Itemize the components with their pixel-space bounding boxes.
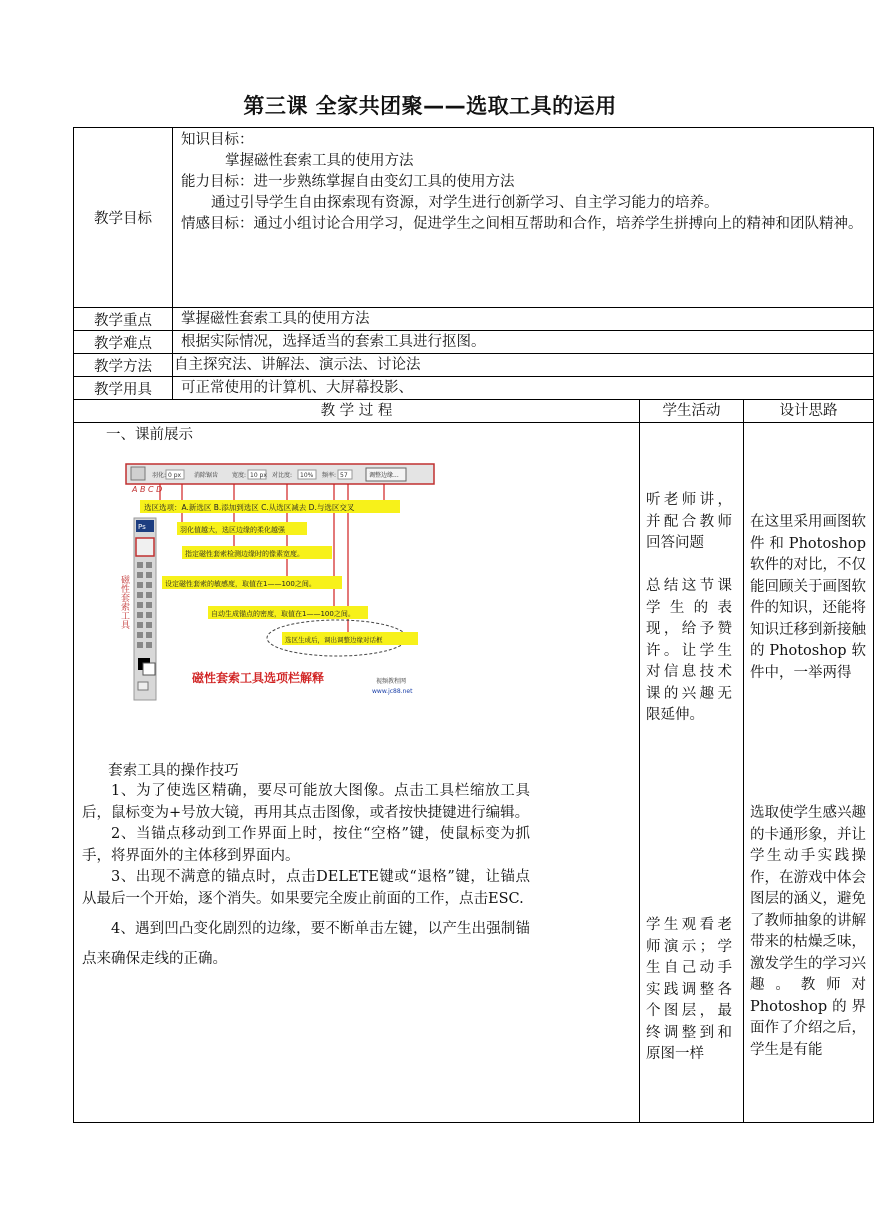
lesson-title: 第三课 全家共团聚——选取工具的运用	[243, 94, 617, 118]
tip-item-4: 4、遇到凹凸变化剧烈的边缘，要不断单击左键，以产生出强制锚点来确保走线的正确。	[82, 921, 530, 967]
antialias-label: 消除锯齿	[194, 472, 219, 479]
student-activity-3: 学生观看老师演示；学生自己动手实践调整各个图层，最终调整到和原图一样	[646, 917, 732, 1062]
student-activity-cell	[640, 423, 744, 1123]
goals-line-ability: 能力目标：进一步熟练掌握自由变幻工具的使用方法	[181, 174, 515, 190]
feather-label: 羽化:	[152, 472, 167, 479]
magnetic-lasso-screenshot	[119, 460, 482, 715]
magnetic-lasso-icon	[136, 538, 154, 556]
section-heading: 一、课前展示	[106, 427, 193, 443]
process-header-row	[74, 400, 874, 423]
watermark-name: 视频教程网	[376, 678, 407, 685]
contrast-label: 对比度:	[272, 472, 293, 479]
process-header: 教 学 过 程	[74, 400, 640, 423]
lasso-tool-icon	[131, 467, 145, 480]
ps-logo: Ps	[138, 523, 146, 531]
method-row	[74, 354, 874, 377]
contrast-value: 10%	[300, 472, 314, 479]
frequency-value: 57	[340, 472, 348, 479]
watermark-url: www.jc88.net	[372, 688, 413, 695]
tip-item-2: 2、当锚点移动到工作界面上时，按住“空格”键，使鼠标变为抓手，将界面外的主体移到界面内。	[82, 826, 530, 864]
svg-text:羽化值越大，选区边缘的柔化越强: 羽化值越大，选区边缘的柔化越强	[180, 526, 285, 534]
difficulty-row	[74, 331, 874, 354]
goals-label: 教学目标	[74, 128, 173, 308]
focus-label: 教学重点	[74, 308, 173, 331]
goals-line-emotion: 情感目标：通过小组讨论合用学习，促进学生之间相互帮助和合作，培养学生拼搏向上的精神和团队精神。	[181, 216, 863, 232]
goals-line-knowledge-detail: 掌握磁性套索工具的使用方法	[225, 153, 414, 169]
process-cell	[74, 423, 640, 1123]
difficulty-label: 教学难点	[74, 331, 173, 354]
svg-text:选区生成后，调出调整边缘对话框: 选区生成后，调出调整边缘对话框	[285, 636, 383, 644]
method-label: 教学方法	[74, 354, 173, 377]
tips-block	[82, 761, 530, 974]
tip-item-1: 1、为了使选区精确，要尽可能放大图像。点击工具栏缩放工具后，鼠标变为+号放大镜，再用其点击图像，或者按快捷键进行编辑。	[82, 783, 530, 821]
student-activity-2: 总结这节课学生的表现，给予赞许。让学生对信息技术课的兴趣无限延伸。	[646, 578, 732, 723]
tools-text: 可正常使用的计算机、大屏幕投影、	[173, 377, 874, 400]
goals-row	[74, 128, 874, 308]
design-idea-1: 在这里采用画图软件和Photoshop软件的对比，不仅能回顾关于画图软件的知识，还能将知识迁移到新接触的Photoshop软件中，一举两得	[750, 514, 866, 681]
refine-edge-button: 调整边缘...	[369, 472, 399, 479]
student-activity-1: 听老师讲，并配合教师回答问题	[646, 492, 732, 551]
goals-content	[173, 128, 874, 308]
design-header: 设计思路	[744, 400, 874, 423]
width-value: 10 px	[250, 472, 267, 479]
tools-label: 教学用具	[74, 377, 173, 400]
difficulty-text: 根据实际情况，选择适当的套索工具进行抠图。	[173, 331, 874, 354]
width-label: 宽度:	[232, 472, 247, 479]
svg-text:自动生成锚点的密度，取值在1——100之间。: 自动生成锚点的密度，取值在1——100之间。	[211, 610, 355, 618]
design-idea-2: 选取使学生感兴趣的卡通形象，并让学生动手实践操作，在游戏中体会图层的涵义，避免了教师抽象的讲解带来的枯燥乏味，激发学生的学习兴趣。教师对Photoshop的界面作了介绍之后，学生是有能	[750, 805, 866, 1058]
focus-row	[74, 308, 874, 331]
design-idea-cell	[744, 423, 874, 1123]
abcd-labels: A B C D	[132, 485, 163, 494]
frequency-label: 频率:	[322, 472, 337, 479]
lesson-plan-table	[73, 127, 874, 1123]
focus-text: 掌握磁性套索工具的使用方法	[173, 308, 874, 331]
tools-row	[74, 377, 874, 400]
goals-line-knowledge: 知识目标：	[181, 132, 254, 148]
screenshot-caption: 磁性套索工具选项栏解释	[192, 671, 325, 685]
svg-text:指定磁性套索检测边缘时的像素宽度。: 指定磁性套索检测边缘时的像素宽度。	[185, 550, 304, 558]
student-header: 学生活动	[640, 400, 744, 423]
tips-title: 套索工具的操作技巧	[108, 763, 239, 779]
side-label: 磁性套索工具	[119, 575, 129, 629]
goals-line-ability-detail: 通过引导学生自由探索现有资源，对学生进行创新学习、自主学习能力的培养。	[211, 195, 719, 211]
svg-text:选区选项：A.新选区 B.添加到选区 C.从选区减去 D.与: 选区选项：A.新选区 B.添加到选区 C.从选区减去 D.与选区交叉	[144, 503, 355, 512]
tip-item-3: 3、出现不满意的锚点时，点击DELETE键或“退格”键，让锚点从最后一个开始，逐个消失。如果要完全废止前面的工作，点击ESC.	[82, 869, 530, 907]
svg-text:设定磁性套索的敏感度，取值在1——100之间。: 设定磁性套索的敏感度，取值在1——100之间。	[165, 580, 316, 588]
feather-value: 0 px	[168, 472, 182, 479]
method-text: 自主探究法、讲解法、演示法、讨论法	[173, 354, 874, 377]
process-row	[74, 423, 874, 1123]
